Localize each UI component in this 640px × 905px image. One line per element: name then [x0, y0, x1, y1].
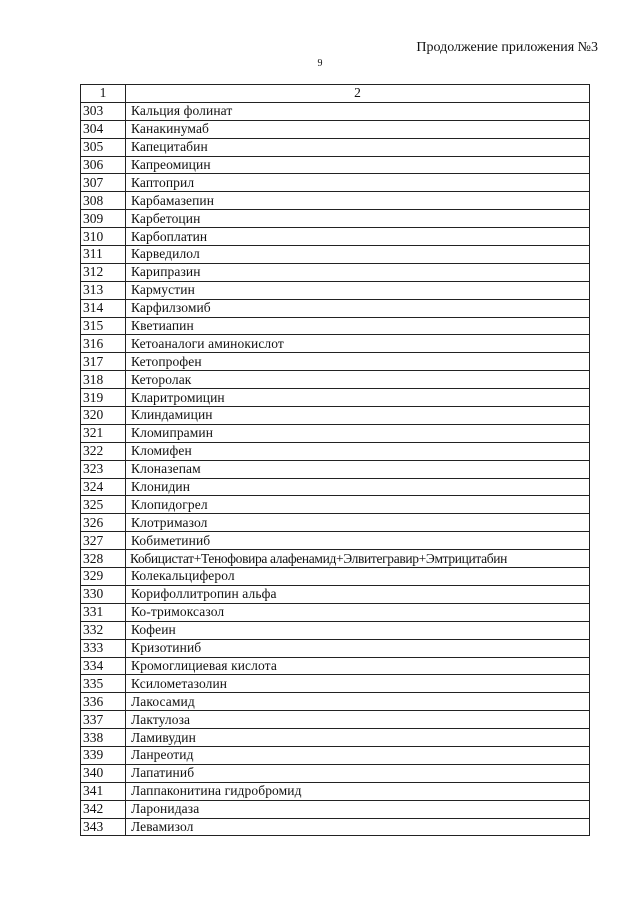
table-row [81, 407, 590, 425]
table-row [81, 568, 590, 586]
table-row [81, 693, 590, 711]
row-number: 305 [81, 138, 126, 156]
table-row [81, 156, 590, 174]
table-row [81, 371, 590, 389]
drug-name: Карбоплатин [126, 228, 590, 246]
table-row [81, 800, 590, 818]
row-number: 329 [81, 568, 126, 586]
row-number: 310 [81, 228, 126, 246]
table-row [81, 299, 590, 317]
row-number: 307 [81, 174, 126, 192]
drug-name: Левамизол [126, 818, 590, 836]
table-row [81, 532, 590, 550]
drug-name: Кетоаналоги аминокислот [126, 335, 590, 353]
row-number: 322 [81, 442, 126, 460]
table-row [81, 782, 590, 800]
appendix-continuation-note: Продолжение приложения №3 [416, 40, 598, 55]
table-body [81, 102, 590, 836]
table-row [81, 120, 590, 138]
drug-name: Кальция фолинат [126, 102, 590, 120]
drug-list-table [80, 84, 590, 836]
drug-name: Капреомицин [126, 156, 590, 174]
drug-name: Кобиметиниб [126, 532, 590, 550]
drug-name: Кармустин [126, 281, 590, 299]
table-row [81, 514, 590, 532]
row-number: 337 [81, 711, 126, 729]
drug-name: Ксилометазолин [126, 675, 590, 693]
row-number: 313 [81, 281, 126, 299]
row-number: 316 [81, 335, 126, 353]
row-number: 341 [81, 782, 126, 800]
drug-name: Лапатиниб [126, 764, 590, 782]
row-number: 334 [81, 657, 126, 675]
drug-name: Карипразин [126, 263, 590, 281]
table-row [81, 389, 590, 407]
drug-name: Кофеин [126, 621, 590, 639]
drug-name: Капецитабин [126, 138, 590, 156]
drug-name: Кеторолак [126, 371, 590, 389]
row-number: 303 [81, 102, 126, 120]
row-number: 319 [81, 389, 126, 407]
table-row [81, 192, 590, 210]
table-row [81, 746, 590, 764]
table-row [81, 335, 590, 353]
drug-name: Кобицистат+Тенофовира алафенамид+Элвитегравир+Эмтрицитабин [126, 550, 590, 568]
row-number: 306 [81, 156, 126, 174]
table-row [81, 603, 590, 621]
row-number: 327 [81, 532, 126, 550]
drug-name: Лаппаконитина гидробромид [126, 782, 590, 800]
table-row [81, 228, 590, 246]
row-number: 304 [81, 120, 126, 138]
table-row [81, 460, 590, 478]
row-number: 333 [81, 639, 126, 657]
table-row [81, 764, 590, 782]
drug-name: Кломифен [126, 442, 590, 460]
row-number: 342 [81, 800, 126, 818]
table-row [81, 317, 590, 335]
column-header-number: 1 [81, 85, 126, 103]
table-row [81, 246, 590, 264]
drug-name: Карбамазепин [126, 192, 590, 210]
row-number: 324 [81, 478, 126, 496]
row-number: 338 [81, 729, 126, 747]
table-row [81, 478, 590, 496]
table-row [81, 657, 590, 675]
table-row [81, 210, 590, 228]
row-number: 328 [81, 550, 126, 568]
drug-name: Кломипрамин [126, 424, 590, 442]
drug-name: Клиндамицин [126, 407, 590, 425]
drug-name: Клоназепам [126, 460, 590, 478]
drug-name: Ко-тримоксазол [126, 603, 590, 621]
row-number: 330 [81, 585, 126, 603]
page-number: 9 [317, 58, 323, 69]
drug-name: Кризотиниб [126, 639, 590, 657]
drug-name: Клопидогрел [126, 496, 590, 514]
row-number: 318 [81, 371, 126, 389]
table-row [81, 496, 590, 514]
drug-name: Каптоприл [126, 174, 590, 192]
drug-name: Колекальциферол [126, 568, 590, 586]
table-row [81, 424, 590, 442]
drug-name: Ламивудин [126, 729, 590, 747]
row-number: 323 [81, 460, 126, 478]
drug-name: Канакинумаб [126, 120, 590, 138]
table-row [81, 818, 590, 836]
table-row [81, 442, 590, 460]
table-row [81, 639, 590, 657]
row-number: 309 [81, 210, 126, 228]
row-number: 321 [81, 424, 126, 442]
row-number: 311 [81, 246, 126, 264]
row-number: 312 [81, 263, 126, 281]
table-row [81, 281, 590, 299]
table-row [81, 711, 590, 729]
table-row [81, 138, 590, 156]
row-number: 317 [81, 353, 126, 371]
row-number: 335 [81, 675, 126, 693]
table-row [81, 585, 590, 603]
drug-name: Лактулоза [126, 711, 590, 729]
drug-name: Клотримазол [126, 514, 590, 532]
column-header-name: 2 [126, 85, 590, 103]
row-number: 343 [81, 818, 126, 836]
row-number: 314 [81, 299, 126, 317]
drug-name: Лакосамид [126, 693, 590, 711]
table-row [81, 263, 590, 281]
table-header-row [81, 85, 590, 103]
drug-name: Ларонидаза [126, 800, 590, 818]
drug-name: Кромоглициевая кислота [126, 657, 590, 675]
table-row [81, 675, 590, 693]
table-row [81, 174, 590, 192]
row-number: 326 [81, 514, 126, 532]
row-number: 325 [81, 496, 126, 514]
table-row [81, 550, 590, 568]
row-number: 340 [81, 764, 126, 782]
row-number: 331 [81, 603, 126, 621]
table-row [81, 102, 590, 120]
table-row [81, 353, 590, 371]
drug-name: Кетопрофен [126, 353, 590, 371]
row-number: 336 [81, 693, 126, 711]
row-number: 339 [81, 746, 126, 764]
row-number: 320 [81, 407, 126, 425]
table-row [81, 621, 590, 639]
drug-name: Карведилол [126, 246, 590, 264]
drug-name: Клонидин [126, 478, 590, 496]
drug-name: Кветиапин [126, 317, 590, 335]
drug-name: Кларитромицин [126, 389, 590, 407]
row-number: 308 [81, 192, 126, 210]
table-row [81, 729, 590, 747]
drug-name: Карбетоцин [126, 210, 590, 228]
row-number: 315 [81, 317, 126, 335]
drug-name: Карфилзомиб [126, 299, 590, 317]
drug-name: Ланреотид [126, 746, 590, 764]
row-number: 332 [81, 621, 126, 639]
drug-name: Корифоллитропин альфа [126, 585, 590, 603]
